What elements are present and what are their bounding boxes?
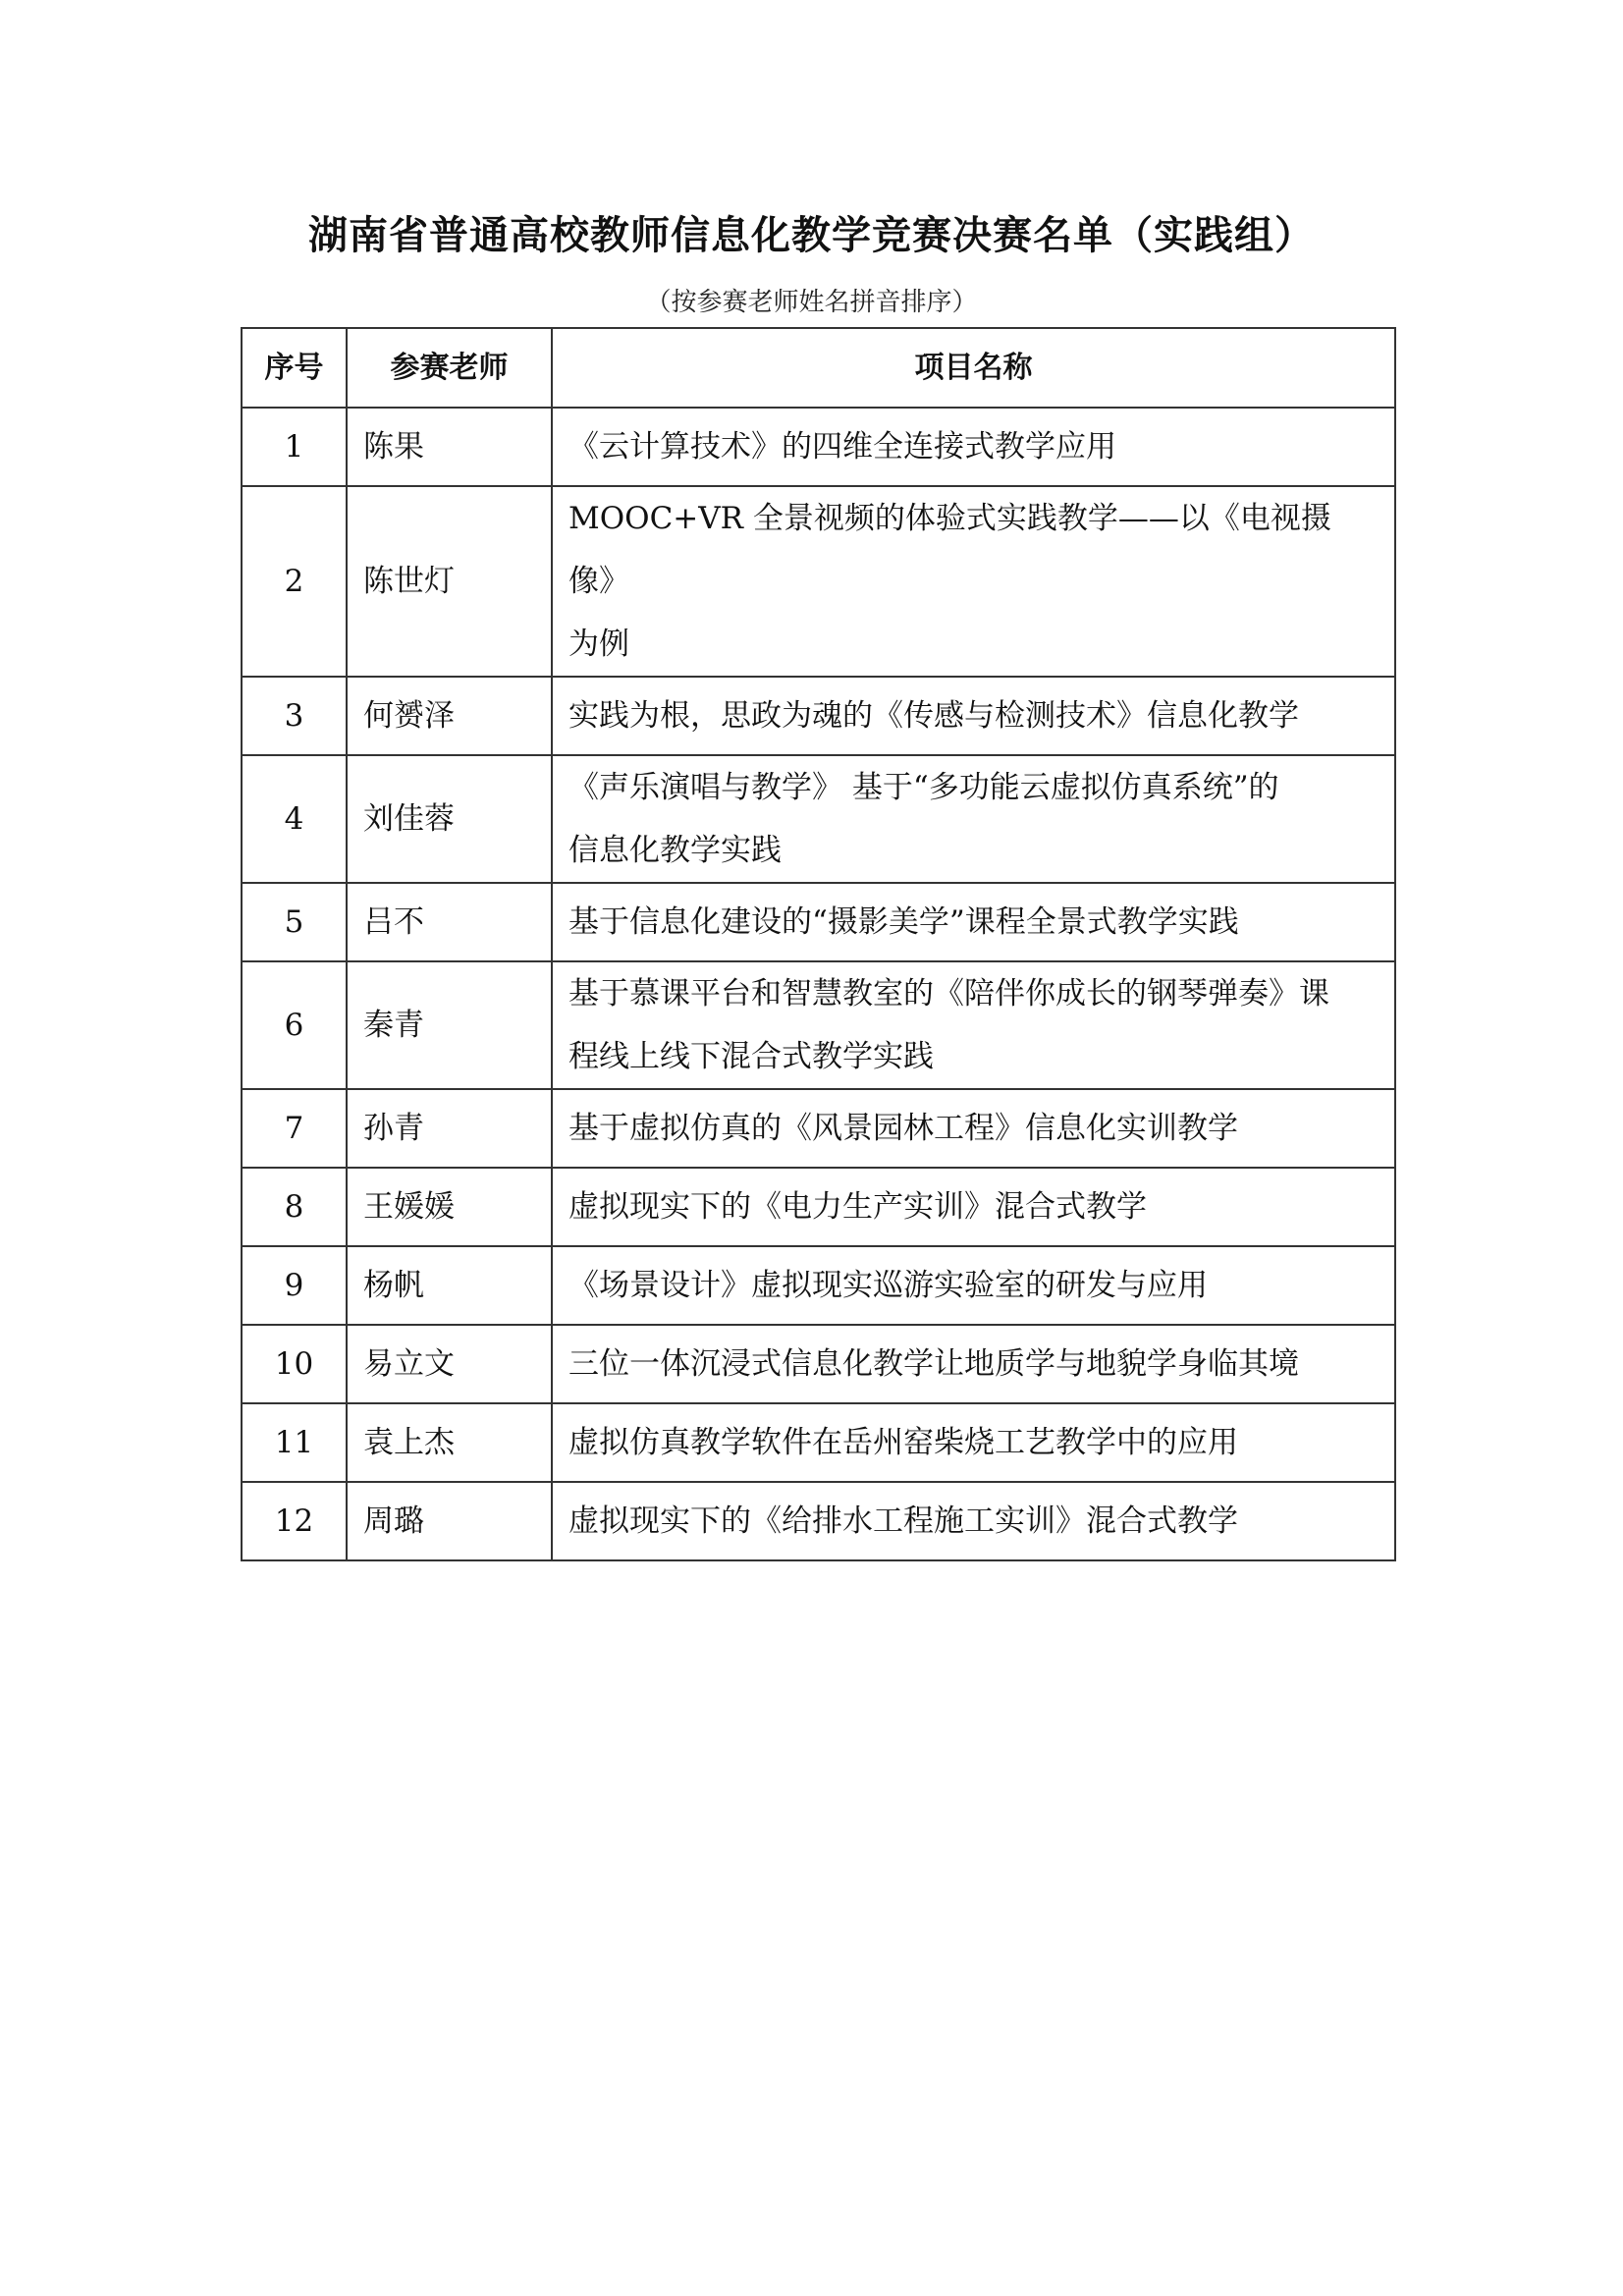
- row-no: 6: [242, 961, 347, 1089]
- row-no: 1: [242, 408, 347, 486]
- row-project: 基于慕课平台和智慧教室的《陪伴你成长的钢琴弹奏》课 程线上线下混合式教学实践: [552, 961, 1395, 1089]
- header-no: 序号: [242, 328, 347, 408]
- row-teacher: 袁上杰: [347, 1403, 552, 1482]
- row-teacher: 周璐: [347, 1482, 552, 1560]
- row-project: 基于虚拟仿真的《风景园林工程》信息化实训教学: [552, 1089, 1395, 1168]
- page-title: 湖南省普通高校教师信息化教学竞赛决赛名单（实践组）: [308, 213, 1315, 258]
- table-row: [242, 883, 1395, 961]
- header-teacher: 参赛老师: [347, 328, 552, 408]
- table-row: [242, 1246, 1395, 1325]
- table-row: [242, 1168, 1395, 1246]
- table-row: [242, 1482, 1395, 1560]
- row-no: 8: [242, 1168, 347, 1246]
- row-project: 三位一体沉浸式信息化教学让地质学与地貌学身临其境: [552, 1325, 1395, 1403]
- row-project: 虚拟现实下的《给排水工程施工实训》混合式教学: [552, 1482, 1395, 1560]
- row-no: 2: [242, 486, 347, 677]
- row-teacher: 刘佳蓉: [347, 755, 552, 883]
- table-row: [242, 755, 1395, 883]
- table-header-row: [242, 328, 1395, 408]
- row-no: 11: [242, 1403, 347, 1482]
- row-no: 12: [242, 1482, 347, 1560]
- table-row: [242, 677, 1395, 755]
- row-no: 5: [242, 883, 347, 961]
- table-row: [242, 486, 1395, 677]
- table-row: [242, 1089, 1395, 1168]
- row-no: 9: [242, 1246, 347, 1325]
- row-no: 7: [242, 1089, 347, 1168]
- table-row: [242, 1403, 1395, 1482]
- row-project: 基于信息化建设的“摄影美学”课程全景式教学实践: [552, 883, 1395, 961]
- row-no: 4: [242, 755, 347, 883]
- row-teacher: 王媛媛: [347, 1168, 552, 1246]
- row-teacher: 陈果: [347, 408, 552, 486]
- table-row: [242, 408, 1395, 486]
- row-no: 10: [242, 1325, 347, 1403]
- row-teacher: 何赟泽: [347, 677, 552, 755]
- header-project: 项目名称: [552, 328, 1395, 408]
- page-subtitle: （按参赛老师姓名拼音排序）: [645, 288, 978, 317]
- row-project: 虚拟仿真教学软件在岳州窑柴烧工艺教学中的应用: [552, 1403, 1395, 1482]
- row-teacher: 陈世灯: [347, 486, 552, 677]
- row-teacher: 吕不: [347, 883, 552, 961]
- table-row: [242, 1325, 1395, 1403]
- row-project: 《声乐演唱与教学》 基于“多功能云虚拟仿真系统”的 信息化教学实践: [552, 755, 1395, 883]
- row-teacher: 杨帆: [347, 1246, 552, 1325]
- row-project: 虚拟现实下的《电力生产实训》混合式教学: [552, 1168, 1395, 1246]
- row-no: 3: [242, 677, 347, 755]
- row-project: 《云计算技术》的四维全连接式教学应用: [552, 408, 1395, 486]
- row-project: 实践为根，思政为魂的《传感与检测技术》信息化教学: [552, 677, 1395, 755]
- row-teacher: 易立文: [347, 1325, 552, 1403]
- row-project: MOOC+VR 全景视频的体验式实践教学——以《电视摄像》 为例: [552, 486, 1395, 677]
- finalist-table: [241, 327, 1396, 1561]
- table-row: [242, 961, 1395, 1089]
- row-teacher: 孙青: [347, 1089, 552, 1168]
- row-project: 《场景设计》虚拟现实巡游实验室的研发与应用: [552, 1246, 1395, 1325]
- row-teacher: 秦青: [347, 961, 552, 1089]
